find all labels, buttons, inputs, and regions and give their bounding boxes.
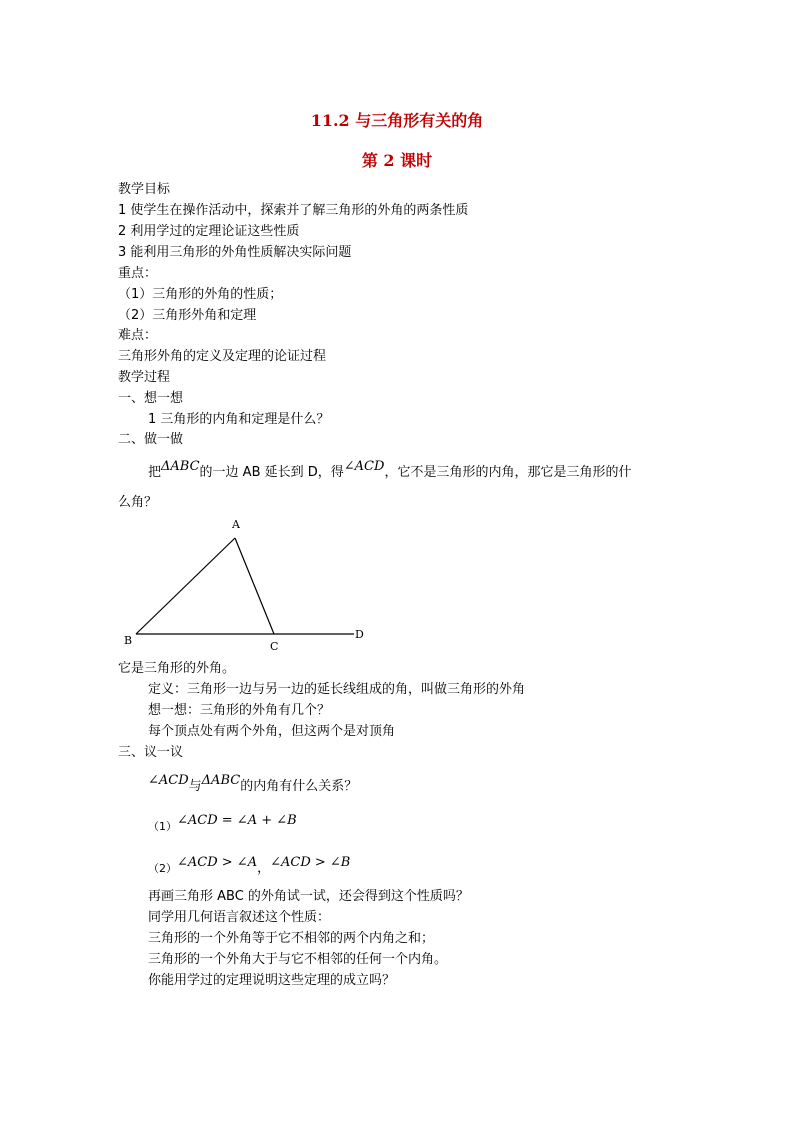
question-text: 的内角有什么关系？ (240, 779, 358, 794)
definition-text: 定义：三角形一边与另一边的延长线组成的角，叫做三角形的外角 (148, 682, 526, 697)
activity-instruction (148, 459, 632, 482)
segment-ac (235, 538, 274, 634)
question-text: 与 (188, 779, 202, 794)
relation-2 (148, 855, 351, 878)
relation-label: （1） (148, 820, 177, 833)
key-points-heading: 重点： (118, 266, 158, 281)
section-heading: 三、议一议 (118, 745, 184, 760)
note-text: 每个顶点处有两个外角，但这两个是对顶角 (148, 724, 396, 739)
label-d: D (355, 628, 364, 641)
discussion-line: 同学用几何语言叙述这个性质： (148, 910, 331, 925)
instruction-text: 把 (148, 465, 162, 480)
section-heading: 一、想一想 (118, 391, 184, 406)
triangle-symbol: ΔABC (161, 459, 200, 474)
objective-item: 2 利用学过的定理论证这些性质 (118, 224, 300, 239)
think-text: 想一想：三角形的外角有几个？ (148, 703, 331, 718)
objective-item: 1 使学生在操作活动中，探索并了解三角形的外角的两条性质 (118, 203, 469, 218)
discussion-question (148, 773, 358, 796)
discussion-line: 再画三角形 ABC 的外角试一试，还会得到这个性质吗？ (148, 889, 469, 904)
key-point-item: （2）三角形外角和定理 (118, 308, 257, 323)
segment-ab (136, 538, 235, 634)
relation-formula: ∠ACD = ∠A + ∠B (177, 813, 297, 828)
triangle-symbol: ΔABC (201, 773, 241, 788)
relation-separator: ， (257, 861, 271, 876)
instruction-text: ，它不是三角形的内角，那它是三角形的什 (384, 465, 632, 480)
objectives-heading: 教学目标 (118, 182, 171, 197)
difficulty-heading: 难点： (118, 328, 158, 343)
relation-label: （2） (148, 862, 177, 875)
objective-item: 3 能利用三角形的外角性质解决实际问题 (118, 245, 352, 260)
instruction-continuation: 么角？ (118, 495, 158, 510)
instruction-text: 的一边 AB 延长到 D，得 (199, 465, 344, 480)
angle-symbol: ∠ACD (343, 459, 385, 474)
angle-symbol: ∠ACD (148, 773, 189, 788)
relation-formula: ∠ACD > ∠B (270, 855, 351, 870)
key-point-item: （1）三角形的外角的性质； (118, 287, 283, 302)
triangle-figure (118, 514, 378, 658)
label-a: A (232, 518, 240, 531)
label-b: B (124, 634, 133, 647)
discussion-line: 三角形的一个外角等于它不相邻的两个内角之和； (148, 931, 435, 946)
relation-formula: ∠ACD > ∠A (177, 855, 258, 870)
discussion-line: 三角形的一个外角大于与它不相邻的任何一个内角。 (148, 952, 448, 967)
relation-1 (148, 813, 297, 836)
discussion-line: 你能用学过的定理说明这些定理的成立吗？ (148, 973, 396, 988)
lesson-subtitle: 第 2 课时 (361, 151, 433, 170)
section-heading: 二、做一做 (118, 432, 184, 447)
document-title: 11.2 与三角形有关的角 (310, 111, 484, 130)
process-heading: 教学过程 (118, 370, 171, 385)
think-question: 1 三角形的内角和定理是什么？ (148, 412, 330, 427)
answer-text: 它是三角形的外角。 (118, 661, 236, 676)
label-c: C (270, 640, 279, 653)
difficulty-text: 三角形外角的定义及定理的论证过程 (118, 349, 327, 364)
